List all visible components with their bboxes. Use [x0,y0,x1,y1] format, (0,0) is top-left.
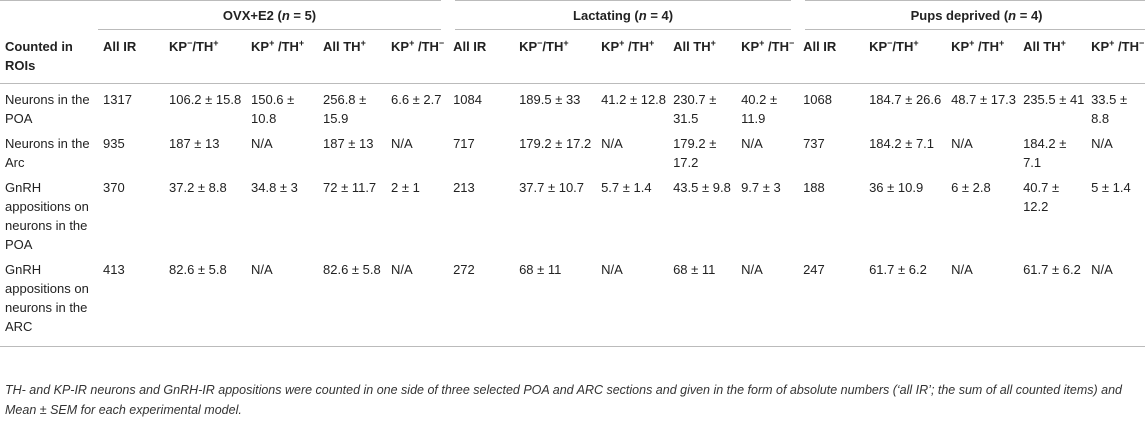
column-header: KP−/TH+ [169,38,219,54]
column-header: All IR [103,39,137,54]
column-header: KP+ /TH+ [951,38,1005,54]
table-cell: N/A [741,135,763,151]
table-cell: 179.2 ± 17.2 [519,135,592,151]
column-header: KP−/TH+ [519,38,569,54]
table-cell: N/A [601,135,623,151]
table-caption: TH- and KP-IR neurons and GnRH-IR appositions were counted in one side of three selected POA and ARC sections and given in the form of absolute numbers (‘all IR’; the sum of all counted items) and Mean ± SEM for each experimental model. [5,383,1123,417]
table-cell: 1084 [453,91,482,107]
column-header: KP−/TH+ [869,38,919,54]
column-header: All TH+ [323,38,366,54]
table-cell: 34.8 ± 3 [251,179,298,195]
table-row [0,172,1145,254]
table-cell: N/A [391,261,413,277]
column-header: All TH+ [673,38,716,54]
table-cell: 82.6 ± 5.8 [323,261,381,277]
table-cell: 33.5 ± 8.8 [1091,91,1128,126]
table-cell: 150.6 ± 10.8 [251,91,295,126]
table-cell: 48.7 ± 17.3 [951,91,1017,107]
table-cell: 106.2 ± 15.8 [169,91,242,107]
row-label: GnRH appositions on neurons in the ARC [5,261,89,334]
table-cell: 5 ± 1.4 [1091,179,1131,195]
column-header-counted-in-rois: Counted in ROIs [5,38,73,73]
table-cell: 2 ± 1 [391,179,420,195]
table-cell: 5.7 ± 1.4 [601,179,652,195]
column-header: All TH+ [1023,38,1066,54]
table-cell: 9.7 ± 3 [741,179,781,195]
table-cell: 256.8 ± 15.9 [323,91,367,126]
table-cell: 188 [803,179,825,195]
row-label: Neurons in the POA [5,91,90,126]
table-cell: 230.7 ± 31.5 [673,91,717,126]
table-cell: 184.2 ± 7.1 [1023,135,1067,170]
table-cell: 37.2 ± 8.8 [169,179,227,195]
table-cell: 6 ± 2.8 [951,179,991,195]
column-header-row [0,30,1145,84]
column-header: All IR [803,39,837,54]
table-cell: 413 [103,261,125,277]
table-cell: 189.5 ± 33 [519,91,581,107]
table-cell: 72 ± 11.7 [323,179,377,195]
table-cell: 61.7 ± 6.2 [869,261,927,277]
table-cell: 82.6 ± 5.8 [169,261,227,277]
table-cell: 61.7 ± 6.2 [1023,261,1081,277]
group-label: Pups deprived (n = 4) [910,7,1043,23]
table-cell: 370 [103,179,125,195]
column-header: KP+ /TH+ [601,38,655,54]
table-row [0,83,1145,128]
table-cell: N/A [741,261,763,277]
column-header: KP+ /TH− [391,38,445,54]
table-cell: 1068 [803,91,832,107]
table-cell: 737 [803,135,825,151]
row-label: Neurons in the Arc [5,135,90,170]
group-header-lactating [448,1,798,30]
group-label: OVX+E2 (n = 5) [222,7,317,23]
table-cell: 935 [103,135,125,151]
table-cell: 43.5 ± 9.8 [673,179,731,195]
table-cell: 68 ± 11 [673,261,716,277]
table-cell: N/A [951,261,973,277]
table-cell: 184.2 ± 7.1 [869,135,935,151]
table-cell: 6.6 ± 2.7 [391,91,442,107]
table-cell: 187 ± 13 [169,135,220,151]
table-cell: 235.5 ± 41 [1023,91,1085,107]
table-cell: N/A [951,135,973,151]
table-cell: 68 ± 11 [519,261,562,277]
table-cell: N/A [251,135,273,151]
table-cell: N/A [251,261,273,277]
column-header: KP+ /TH+ [251,38,305,54]
table-cell: 187 ± 13 [323,135,374,151]
row-label: GnRH appositions on neurons in the POA [5,179,89,252]
table-cell: 40.7 ± 12.2 [1023,179,1060,214]
table-body [0,83,1145,346]
table-cell: 36 ± 10.9 [869,179,924,195]
table-cell: N/A [1091,261,1113,277]
group-header-row [0,1,1145,30]
column-header: KP+ /TH− [741,38,795,54]
table-cell: 179.2 ± 17.2 [673,135,717,170]
column-header: All IR [453,39,487,54]
table-row [0,254,1145,347]
table-cell: 37.7 ± 10.7 [519,179,585,195]
table-row [0,128,1145,172]
column-header: KP+ /TH− [1091,38,1145,54]
group-header-empty [0,1,98,30]
table-cell: N/A [391,135,413,151]
table-cell: 247 [803,261,825,277]
table-cell: 213 [453,179,475,195]
table-cell: 41.2 ± 12.8 [601,91,667,107]
group-label: Lactating (n = 4) [573,7,674,23]
group-header-ovx [98,1,448,30]
table-cell: 40.2 ± 11.9 [741,91,778,126]
table-cell: 717 [453,135,475,151]
table-cell: 272 [453,261,475,277]
table-cell: N/A [601,261,623,277]
table-cell: 1317 [103,91,132,107]
table-cell: 184.7 ± 26.6 [869,91,942,107]
table-cell: N/A [1091,135,1113,151]
group-header-pups-deprived [798,1,1145,30]
